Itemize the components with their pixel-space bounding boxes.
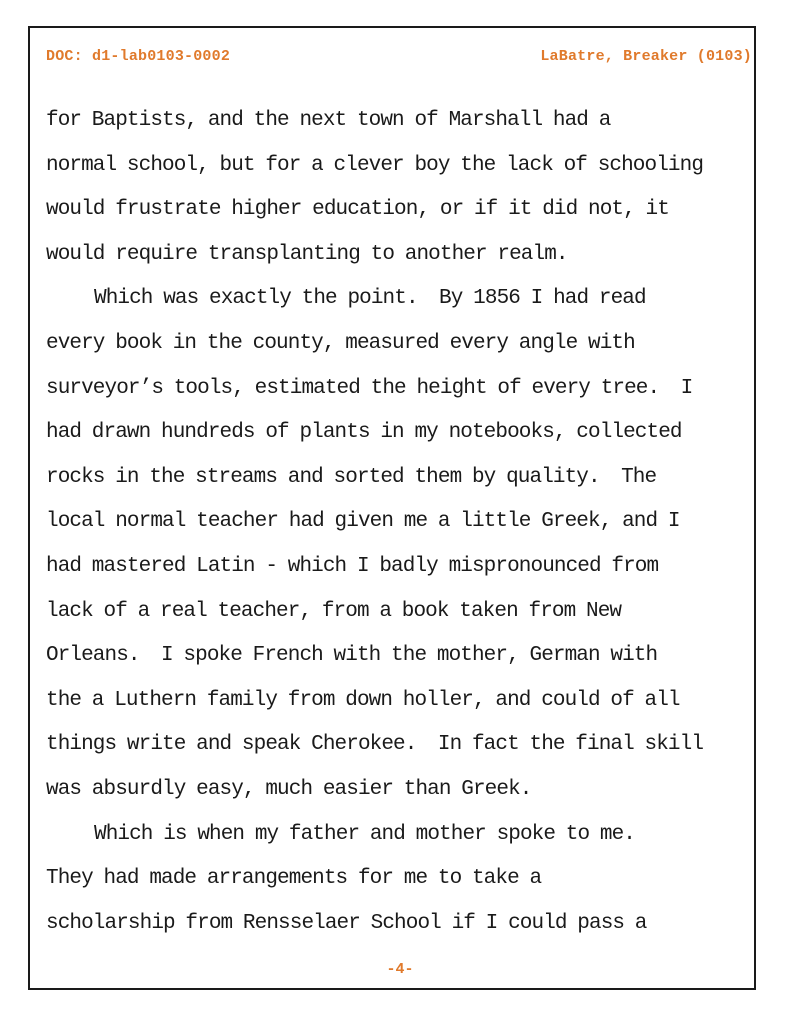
paragraph-start-line: Which was exactly the point. By 1856 I had read: [94, 287, 646, 311]
text-line: would frustrate higher education, or if it did not, it: [46, 198, 669, 222]
page-number: -4-: [386, 961, 414, 978]
text-line: scholarship from Rensselaer School if I could pass a: [46, 911, 647, 935]
paragraph-start-line: Which is when my father and mother spoke to me.: [94, 822, 635, 846]
text-line: had drawn hundreds of plants in my notebooks, collected: [46, 421, 682, 445]
text-line: had mastered Latin - which I badly mispronounced from: [46, 554, 659, 578]
text-line: the a Luthern family from down holler, and could of all: [46, 688, 680, 712]
document-id: DOC: d1-lab0103-0002: [46, 48, 231, 65]
text-line: was absurdly easy, much easier than Greek.: [46, 777, 532, 801]
text-line: surveyor’s tools, estimated the height of every tree. I: [46, 376, 693, 400]
text-line: every book in the county, measured every angle with: [46, 331, 635, 355]
text-line: rocks in the streams and sorted them by quality. The: [46, 465, 657, 489]
document-title: LaBatre, Breaker (0103): [540, 48, 752, 65]
text-line: Orleans. I spoke French with the mother, German with: [46, 644, 658, 668]
text-line: normal school, but for a clever boy the lack of schooling: [46, 153, 704, 177]
text-line: local normal teacher had given me a little Greek, and I: [46, 510, 680, 534]
body-text: [46, 99, 762, 946]
text-line: They had made arrangements for me to take a: [46, 867, 542, 891]
text-line: things write and speak Cherokee. In fact the final skill: [46, 733, 704, 757]
text-line: for Baptists, and the next town of Marshall had a: [46, 109, 611, 132]
page-header: [46, 48, 752, 68]
text-line: lack of a real teacher, from a book taken from New: [46, 599, 622, 623]
text-line: would require transplanting to another realm.: [46, 242, 568, 266]
